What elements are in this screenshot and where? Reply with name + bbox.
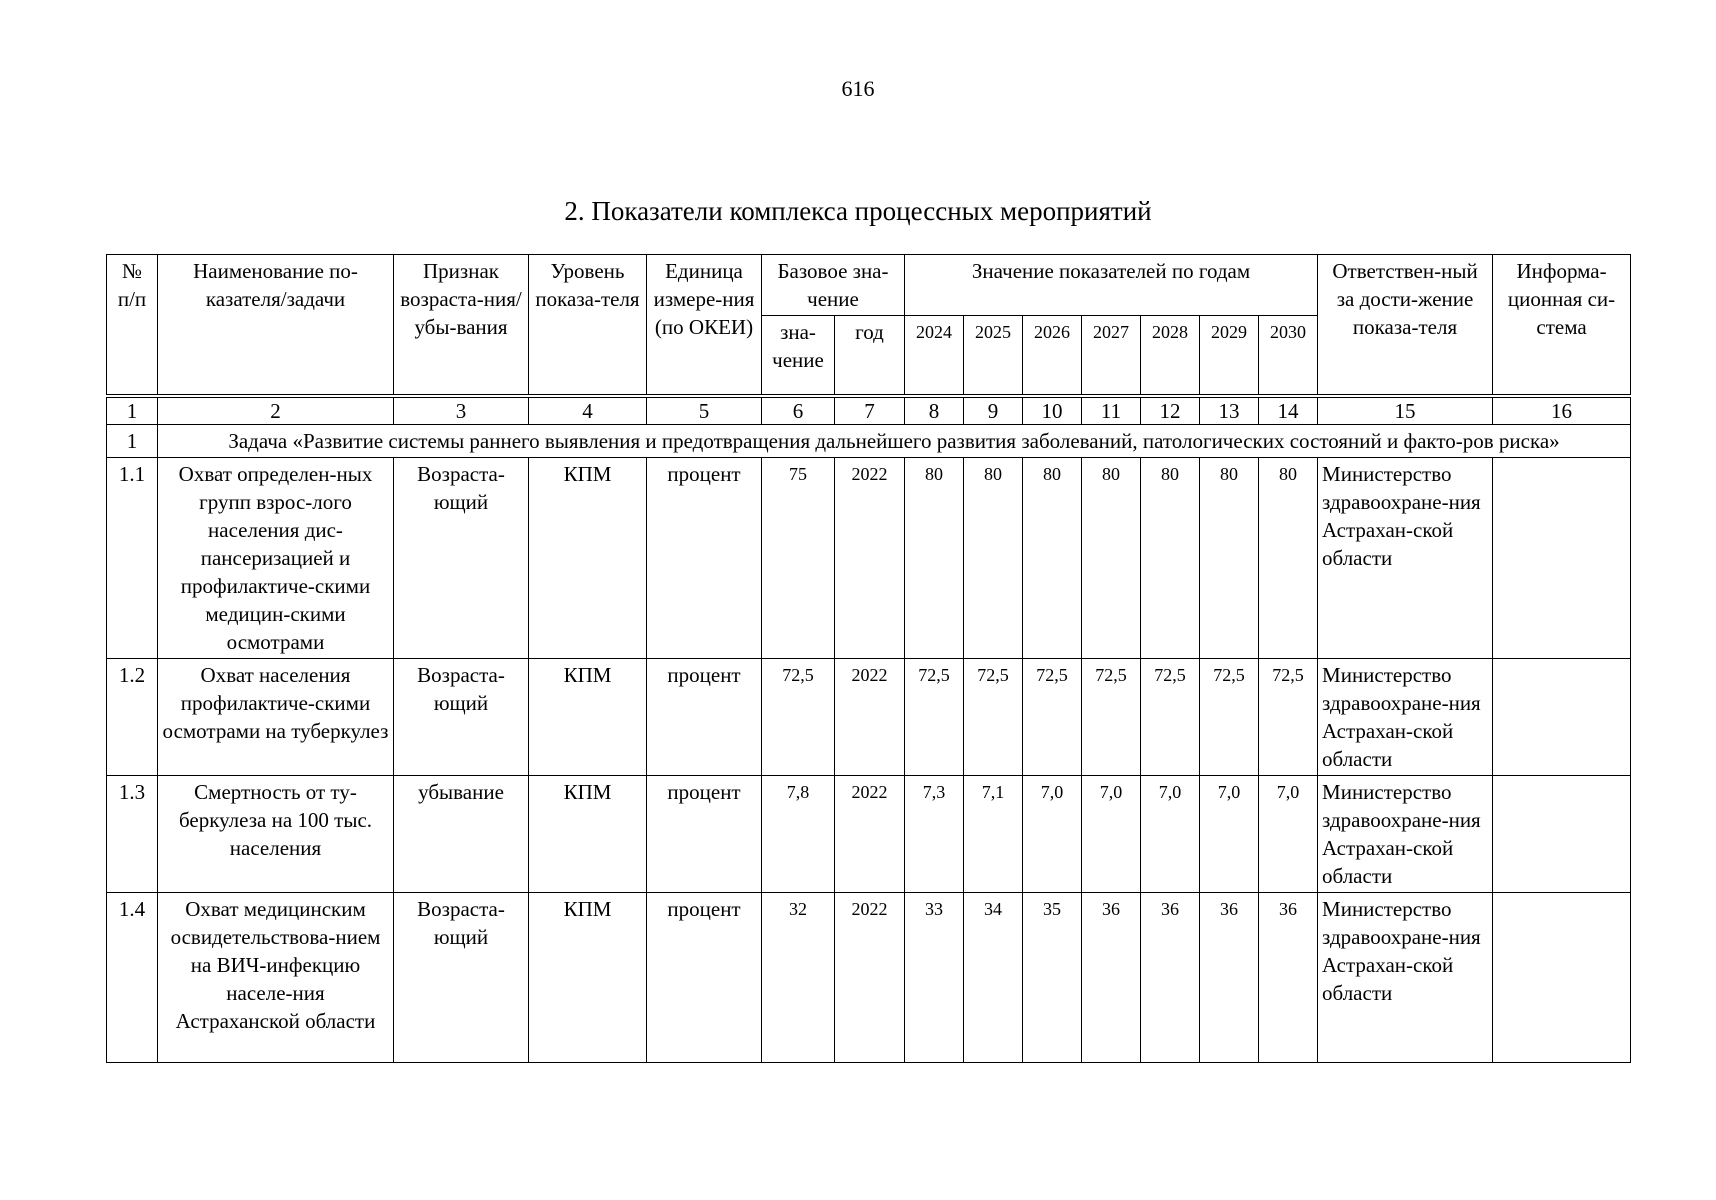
year-value-cell: 80 (1259, 457, 1318, 658)
year-value-cell: 34 (964, 892, 1023, 1062)
level-cell: КПМ (529, 658, 647, 775)
base-value-cell: 32 (762, 892, 835, 1062)
unit-cell: процент (647, 775, 762, 892)
document-title: 2. Показатели комплекса процессных мероприятий (564, 196, 1152, 226)
unit-cell: процент (647, 892, 762, 1062)
header-name: Наименование по-казателя/задачи (158, 255, 394, 396)
header-year: 2025 (964, 316, 1023, 396)
year-value-cell: 36 (1259, 892, 1318, 1062)
year-value-cell: 7,0 (1259, 775, 1318, 892)
responsible-cell: Министерство здравоохране-ния Астрахан-ской области (1318, 457, 1493, 658)
header-num: № п/п (107, 255, 158, 396)
header-unit: Единица измере-ния (по ОКЕИ) (647, 255, 762, 396)
year-value-cell: 80 (1023, 457, 1082, 658)
level-cell: КПМ (529, 775, 647, 892)
year-value-cell: 72,5 (905, 658, 964, 775)
indicator-name: Смертность от ту-беркулеза на 100 тыс. населения (158, 775, 394, 892)
column-number: 6 (762, 396, 835, 425)
header-responsible: Ответствен-ный за дости-жение показа-теля (1318, 255, 1493, 396)
responsible-cell: Министерство здравоохране-ния Астрахан-ской области (1318, 892, 1493, 1062)
table-row (107, 775, 1631, 892)
column-number: 5 (647, 396, 762, 425)
info-system-cell (1493, 457, 1631, 658)
year-value-cell: 72,5 (1259, 658, 1318, 775)
base-year-cell: 2022 (835, 658, 905, 775)
table-row (107, 658, 1631, 775)
base-value-cell: 75 (762, 457, 835, 658)
task-text: Задача «Развитие системы раннего выявления и предотвращения дальнейшего развития заболеваний, патологических состояний и факто-ров риска» (158, 424, 1631, 457)
column-number: 9 (964, 396, 1023, 425)
year-value-cell: 7,0 (1141, 775, 1200, 892)
column-number: 3 (394, 396, 529, 425)
year-value-cell: 36 (1200, 892, 1259, 1062)
year-value-cell: 72,5 (964, 658, 1023, 775)
year-value-cell: 80 (1141, 457, 1200, 658)
task-number: 1 (107, 424, 158, 457)
row-number: 1.4 (107, 892, 158, 1062)
column-number-row (107, 396, 1631, 425)
base-year-cell: 2022 (835, 457, 905, 658)
header-base-group: Базовое зна-чение (762, 255, 905, 316)
column-number: 16 (1493, 396, 1631, 425)
table-row (107, 892, 1631, 1062)
header-years-group: Значение показателей по годам (905, 255, 1318, 316)
level-cell: КПМ (529, 457, 647, 658)
year-value-cell: 80 (905, 457, 964, 658)
unit-cell: процент (647, 457, 762, 658)
column-number: 1 (107, 396, 158, 425)
header-level: Уровень показа-теля (529, 255, 647, 396)
direction-cell: Возраста-ющий (394, 892, 529, 1062)
year-value-cell: 36 (1141, 892, 1200, 1062)
year-value-cell: 72,5 (1082, 658, 1141, 775)
year-value-cell: 80 (1200, 457, 1259, 658)
indicators-table (106, 254, 1631, 1063)
column-number: 12 (1141, 396, 1200, 425)
header-year: 2029 (1200, 316, 1259, 396)
header-year: 2024 (905, 316, 964, 396)
base-year-cell: 2022 (835, 892, 905, 1062)
column-number: 8 (905, 396, 964, 425)
header-info-system: Информа-ционная си-стема (1493, 255, 1631, 396)
page-number: 616 (841, 76, 875, 101)
indicator-name: Охват определен-ных групп взрос-лого населения дис-пансеризацией и профилактиче-скими медицин-скими осмотрами (158, 457, 394, 658)
year-value-cell: 72,5 (1200, 658, 1259, 775)
header-year: 2027 (1082, 316, 1141, 396)
header-year: 2026 (1023, 316, 1082, 396)
column-number: 7 (835, 396, 905, 425)
year-value-cell: 80 (1082, 457, 1141, 658)
year-value-cell: 7,1 (964, 775, 1023, 892)
level-cell: КПМ (529, 892, 647, 1062)
year-value-cell: 36 (1082, 892, 1141, 1062)
direction-cell: Возраста-ющий (394, 457, 529, 658)
year-value-cell: 33 (905, 892, 964, 1062)
column-number: 14 (1259, 396, 1318, 425)
header-base-value: зна-чение (762, 316, 835, 396)
column-number: 11 (1082, 396, 1141, 425)
direction-cell: убывание (394, 775, 529, 892)
year-value-cell: 72,5 (1023, 658, 1082, 775)
header-row-1 (107, 255, 1631, 316)
header-base-year: год (835, 316, 905, 396)
row-number: 1.3 (107, 775, 158, 892)
header-direction: Признак возраста-ния/убы-вания (394, 255, 529, 396)
column-number: 4 (529, 396, 647, 425)
year-value-cell: 7,0 (1023, 775, 1082, 892)
year-value-cell: 35 (1023, 892, 1082, 1062)
header-year: 2030 (1259, 316, 1318, 396)
table-row (107, 457, 1631, 658)
column-number: 2 (158, 396, 394, 425)
column-number: 13 (1200, 396, 1259, 425)
indicator-name: Охват населения профилактиче-скими осмотрами на туберкулез (158, 658, 394, 775)
direction-cell: Возраста-ющий (394, 658, 529, 775)
column-number: 10 (1023, 396, 1082, 425)
year-value-cell: 80 (964, 457, 1023, 658)
info-system-cell (1493, 775, 1631, 892)
base-year-cell: 2022 (835, 775, 905, 892)
year-value-cell: 7,0 (1200, 775, 1259, 892)
row-number: 1.2 (107, 658, 158, 775)
base-value-cell: 7,8 (762, 775, 835, 892)
responsible-cell: Министерство здравоохране-ния Астрахан-ской области (1318, 658, 1493, 775)
base-value-cell: 72,5 (762, 658, 835, 775)
indicator-name: Охват медицинским освидетельствова-нием на ВИЧ-инфекцию населе-ния Астраханской области (158, 892, 394, 1062)
responsible-cell: Министерство здравоохране-ния Астрахан-ской области (1318, 775, 1493, 892)
column-number: 15 (1318, 396, 1493, 425)
year-value-cell: 72,5 (1141, 658, 1200, 775)
year-value-cell: 7,0 (1082, 775, 1141, 892)
header-year: 2028 (1141, 316, 1200, 396)
unit-cell: процент (647, 658, 762, 775)
row-number: 1.1 (107, 457, 158, 658)
task-row (107, 424, 1631, 457)
info-system-cell (1493, 892, 1631, 1062)
year-value-cell: 7,3 (905, 775, 964, 892)
info-system-cell (1493, 658, 1631, 775)
